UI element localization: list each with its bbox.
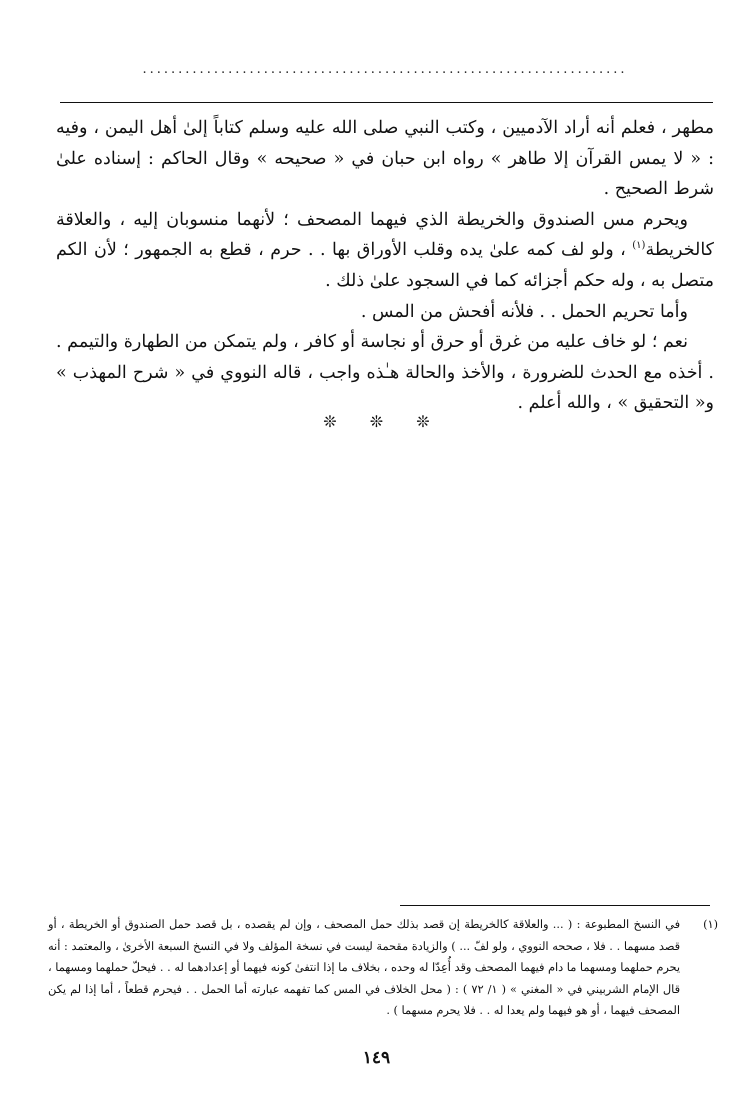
footnote-text: في النسخ المطبوعة : ( ... والعلاقة كالخريطة إن قصد بذلك حمل المصحف ، وإن لم يقصده ، بل قصد حمل الصندوق أو الخريطة ، أو قصد مسهما . . فلا ، صححه النووي ، ولو لفّ ... ) والزيادة مقحمة ليست في نسخة المؤلف ولا في النسخ السبعة الأخرىٰ ، والمعتمد : أنه يحرم حملهما ومسهما ما دام فيهما المصحف وقد أُعِدّا له وحده ، بخلاف ما إذا انتفىٰ كونه فيهما أو إعدادهما له . . فيحلّ حملهما ومسهما ، قال الإمام الشربيني في « المغني » ( ١/ ٧٢ ) : ( محل الخلاف في المس كما تفهمه عبارته أما الحمل . . فيحرم قطعاً ، أما إذا لم يكن المصحف فيهما ، أو هو فيهما ولم يعدا له . . فلا يحرم مسهما ) . [48, 918, 680, 1017]
paragraph-4: نعم ؛ لو خاف عليه من غرق أو حرق أو نجاسة أو كافر ، ولم يتمكن من الطهارة والتيمم . . أخذه مع الحدث للضرورة ، والأخذ والحالة هـٰذه واجب ، قاله النووي في « شرح المهذب » و« التحقيق » ، والله أعلم . [56, 332, 714, 414]
page-number: ١٤٩ [362, 1048, 391, 1068]
paragraph-3: وأما تحريم الحمل . . فلأنه أفحش من المس . [360, 301, 688, 322]
footnote [48, 914, 718, 1022]
paragraph-2 [56, 205, 714, 297]
separator-asterisk: ❊ [323, 412, 337, 431]
header-rule [60, 102, 713, 103]
header-dotted-line: .................................................................... [142, 62, 628, 76]
main-text [56, 113, 714, 419]
paragraph-2-start: ويحرم مس الصندوق والخريطة الذي فيهما المصحف ؛ لأنهما منسوبان إليه ، والعلاقة كالخريطة [56, 209, 714, 261]
paragraph-2-end: ، ولو لف كمه علىٰ يده وقلب الأوراق بها . . حرم ، قطع به الجمهور ؛ لأن الكم متصل به ، وله حكم أجزائه كما في السجود علىٰ ذلك . [56, 240, 714, 291]
footnote-rule [400, 905, 710, 906]
footnote-reference[interactable]: (١) [632, 240, 646, 252]
separator-asterisk: ❊ [369, 412, 384, 431]
paragraph-1: مطهر ، فعلم أنه أراد الآدميين ، وكتب النبي صلى الله عليه وسلم كتاباً إلىٰ أهل اليمن ، وفيه : « لا يمس القرآن إلا طاهر » رواه ابن حبان في « صحيحه » وقال الحاكم : إسناده علىٰ شرط الصحيح . [56, 118, 714, 200]
section-separator [0, 412, 753, 431]
separator-asterisk: ❊ [416, 412, 430, 431]
footnote-number: (١) [703, 918, 718, 931]
